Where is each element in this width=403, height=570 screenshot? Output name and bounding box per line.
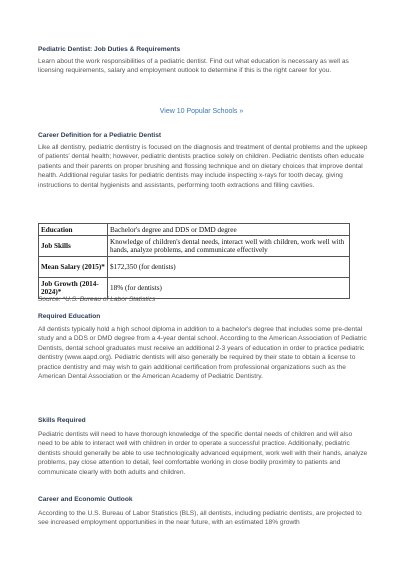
- required-education-heading: Required Education: [38, 313, 101, 320]
- page-title: Pediatric Dentist: Job Duties & Requirements: [38, 46, 181, 53]
- career-outlook-heading: Career and Economic Outlook: [38, 496, 133, 503]
- skills-required-paragraph: Pediatric dentists will need to have thorough knowledge of the specific dental needs of children and will also need to be able to interact well with children in order to operate a successful practice. Additionally, pediatric dentists should generally be able to use technologically advanced equipment, work well with their hands, analyze problems, pay close attention to detail, feel comfortable working in close bodily proximity to patients and communicate clearly with both adults and children.: [38, 431, 368, 476]
- table-key-mean-salary: Mean Salary (2015)*: [39, 257, 108, 278]
- required-education-paragraph: All dentists typically hold a high school diploma in addition to a bachelor's degree that includes some pre-dental study and a DDS or DMD degree from a 4-year dental school. According to the American Association of Pediatric Dentists, dental school graduates must receive an additional 2-3 years of education in order to practice pediatric dentistry (www.aapd.org). Pediatric dentists will also generally be required by their state to obtain a license to practice dentistry and may wish to gain additional certification from professional organizations such as the American Dental Association or the American Academy of Pediatric Dentistry.: [38, 326, 367, 381]
- view-popular-schools-link[interactable]: View 10 Popular Schools »: [159, 108, 244, 115]
- career-definition-paragraph: Like all dentistry, pediatric dentistry is focused on the diagnosis and treatment of dental problems and the upkeep of patients' dental health; however, pediatric dentists practice solely on children. Pediatric dentists often educate patients and their parents on proper brushing and flossing technique and on dietary choices that improve dental health. Additional regular tasks for pediatric dentists may include inspecting x-rays for tooth decay, giving instructions to dental hygienists and assistants, performing tooth extractions and filling cavities.: [38, 144, 368, 189]
- table-value-job-growth: 18% (for dentists): [108, 278, 350, 299]
- table-row: [39, 257, 350, 278]
- table-row: [39, 236, 350, 257]
- table-row: [39, 224, 350, 236]
- career-definition-heading: Career Definition for a Pediatric Dentist: [38, 132, 162, 139]
- table-value-education: Bachelor's degree and DDS or DMD degree: [108, 224, 350, 236]
- skills-required-heading: Skills Required: [38, 417, 86, 424]
- table-value-mean-salary: $172,350 (for dentists): [108, 257, 350, 278]
- intro-paragraph: Learn about the work responsibilities of a pediatric dentist. Find out what education is necessary as well as licensing requirements, salary and employment outlook to determine if this is the right career for you.: [38, 58, 349, 75]
- table-value-job-skills: Knowledge of children's dental needs, interact well with children, work well with hands, analyze problems, and communicate effectively: [108, 236, 350, 257]
- career-outlook-paragraph: According to the U.S. Bureau of Labor Statistics (BLS), all dentists, including pediatric dentists, are projected to see increased employment opportunities in the near future, with an estimated 18% growth: [38, 510, 362, 527]
- table-source-note: Source: *U.S. Bureau of Labor Statistics: [38, 296, 156, 303]
- table-key-job-growth: Job Growth (2014-2024)*: [39, 278, 108, 299]
- job-summary-table: [38, 223, 350, 299]
- table-key-job-skills: Job Skills: [39, 236, 108, 257]
- table-key-education: Education: [39, 224, 108, 236]
